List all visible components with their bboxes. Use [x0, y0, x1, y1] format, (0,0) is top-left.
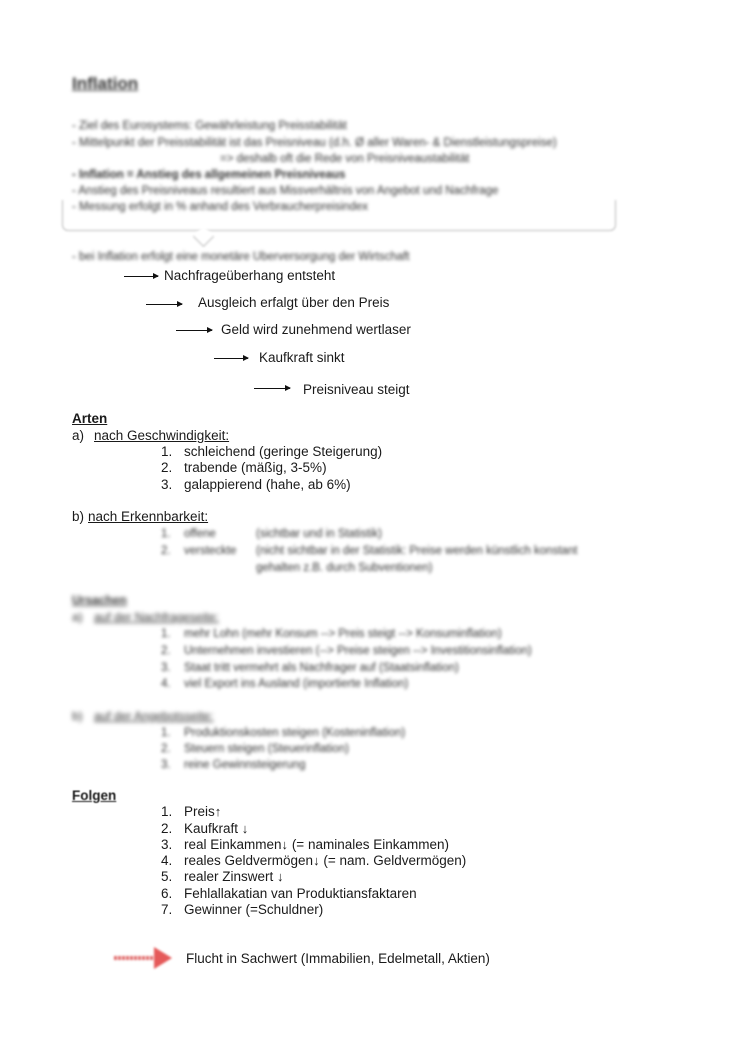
ursachen-a-item-1: mehr Lohn (mehr Konsum --> Preis steigt --> Konsuminflation)	[184, 628, 502, 640]
intro-bullet-1: - Ziel des Eurosystems: Gewährleistung Preisstabilität	[72, 120, 347, 132]
ursachen-a-num-4: 4.	[161, 678, 171, 690]
ursachen-heading: Ursachen	[72, 593, 127, 607]
folgen-item-6: Fehlallakatian van Produktiansfaktaren	[184, 886, 417, 901]
folgen-item-text: realer Zinswert	[184, 869, 274, 884]
folgen-num-6: 6.	[161, 886, 173, 901]
ursachen-a-item-3: Staat tritt vermehrt als Nachfrager auf (Staatsinflation)	[184, 662, 459, 674]
arten-b-note-3: gehalten z.B. durch Subventionen)	[256, 562, 433, 574]
cause-line: - bei Inflation erfolgt eine monetäre Überversorgung der Wirtschaft	[72, 251, 410, 263]
intro-bullet-5: - Anstieg des Preisniveaus resultiert aus Missverhältnis von Angebot und Nachfrage	[72, 185, 499, 197]
arrow-down-icon: ↓	[241, 821, 249, 836]
arten-a-item-1: schleichend (geringe Steigerung)	[184, 444, 383, 459]
arten-a-label: a)	[72, 428, 85, 443]
arten-b-label: b)	[72, 509, 85, 524]
folgen-item-4	[184, 853, 466, 869]
folgen-item-2	[184, 821, 248, 837]
folgen-item-tail: (= nam. Geldvermögen)	[323, 853, 467, 868]
folgen-item-text: Preis	[184, 804, 215, 819]
folgen-num-5: 5.	[161, 869, 173, 884]
ursachen-b-item-3: reine Gewinnsteigerung	[184, 759, 306, 771]
arten-b-num-2: 2.	[161, 545, 171, 557]
chain-step-2: Ausgleich erfalgt über den Preis	[198, 295, 390, 310]
arten-a-num-1: 1.	[161, 444, 173, 459]
arten-a-item-3: galappierend (hahe, ab 6%)	[184, 477, 351, 492]
arten-b-note-1: (sichtbar und in Statistik)	[256, 528, 382, 540]
arten-b-title: nach Erkennbarkeit:	[88, 509, 209, 524]
folgen-num-7: 7.	[161, 902, 173, 917]
ursachen-b-item-2: Steuern steigen (Steuerinflation)	[184, 743, 349, 755]
ursachen-a-num-3: 3.	[161, 662, 171, 674]
ursachen-b-num-1: 1.	[161, 727, 171, 739]
red-arrow-icon	[112, 946, 174, 970]
ursachen-b-label: b)	[72, 709, 83, 723]
arten-b-item-1: offene	[184, 528, 216, 540]
ursachen-b-num-3: 3.	[161, 759, 171, 771]
arten-a-title: nach Geschwindigkeit:	[94, 428, 230, 443]
chain-step-4: Kaufkraft sinkt	[259, 350, 345, 365]
arrow-right-icon	[124, 276, 158, 277]
intro-bullet-6: - Messung erfolgt in % anhand des Verbraucherpreisindex	[72, 201, 368, 213]
brace-bracket	[62, 200, 616, 231]
folgen-item-1	[184, 804, 221, 820]
intro-bullet-3: => deshalb oft die Rede von Preisniveaustabilität	[220, 153, 470, 165]
intro-bullet-4: - Inflation = Anstieg des allgemeinen Preisniveaus	[72, 169, 346, 181]
arrow-down-icon: ↓	[277, 869, 284, 884]
chain-step-5: Preisniveau steigt	[303, 382, 410, 397]
folgen-num-4: 4.	[161, 853, 173, 868]
arrow-up-icon: ↑	[214, 804, 222, 819]
arten-b-note-2: (nicht sichtbar in der Statistik: Preise werden künstlich konstant	[256, 545, 578, 557]
folgen-heading: Folgen	[72, 788, 117, 803]
page-title: Inflation	[72, 74, 139, 93]
folgen-conclusion: Flucht in Sachwert (Immabilien, Edelmetall, Aktien)	[186, 951, 490, 966]
ursachen-a-num-1: 1.	[161, 628, 171, 640]
folgen-item-tail: (= naminales Einkammen)	[291, 837, 450, 852]
arten-a-num-3: 3.	[161, 477, 173, 492]
chain-step-3: Geld wird zunehmend wertlaser	[221, 322, 411, 337]
intro-bullet-2: - Mittelpunkt der Preisstabilität ist das Preisniveau (d.h. Ø aller Waren- & Dienstleistungspreise)	[72, 137, 557, 149]
folgen-num-3: 3.	[161, 837, 173, 852]
arten-a-item-2: trabende (mäßig, 3-5%)	[184, 460, 327, 475]
arrow-right-icon	[176, 330, 212, 331]
arrow-right-icon	[254, 388, 290, 389]
folgen-item-text: reales Geldvermögen	[184, 853, 314, 868]
folgen-item-text: real Einkammen	[184, 837, 282, 852]
folgen-num-1: 1.	[161, 804, 173, 819]
ursachen-b-item-1: Produktionskosten steigen (Kosteninflation)	[184, 727, 406, 739]
arrow-down-icon: ↓	[281, 837, 289, 852]
folgen-item-5	[184, 869, 284, 885]
arrow-right-icon	[214, 358, 248, 359]
arten-heading: Arten	[72, 411, 108, 426]
chain-step-1: Nachfrageüberhang entsteht	[164, 268, 336, 283]
ursachen-a-item-4: viel Export ins Ausland (importierte Inflation)	[184, 678, 409, 690]
arten-b-num-1: 1.	[161, 528, 171, 540]
arrow-right-icon	[146, 304, 182, 305]
arrow-down-icon: ↓	[313, 853, 320, 868]
ursachen-b-title: auf der Angebotsseite:	[94, 709, 214, 723]
folgen-item-3	[184, 837, 449, 853]
ursachen-a-label: a)	[72, 610, 83, 624]
folgen-item-text: Kaufkraft	[184, 821, 239, 836]
folgen-item-7: Gewinner (=Schuldner)	[184, 902, 324, 917]
ursachen-b-num-2: 2.	[161, 743, 171, 755]
folgen-num-2: 2.	[161, 821, 173, 836]
ursachen-a-item-2: Unternehmen investieren (--> Preise steigen --> Investitionsinflation)	[184, 645, 532, 657]
ursachen-a-num-2: 2.	[161, 645, 171, 657]
arten-b-item-2: versteckte	[184, 545, 237, 557]
ursachen-a-title: auf der Nachfrageseite:	[94, 610, 219, 624]
arten-a-num-2: 2.	[161, 460, 173, 475]
